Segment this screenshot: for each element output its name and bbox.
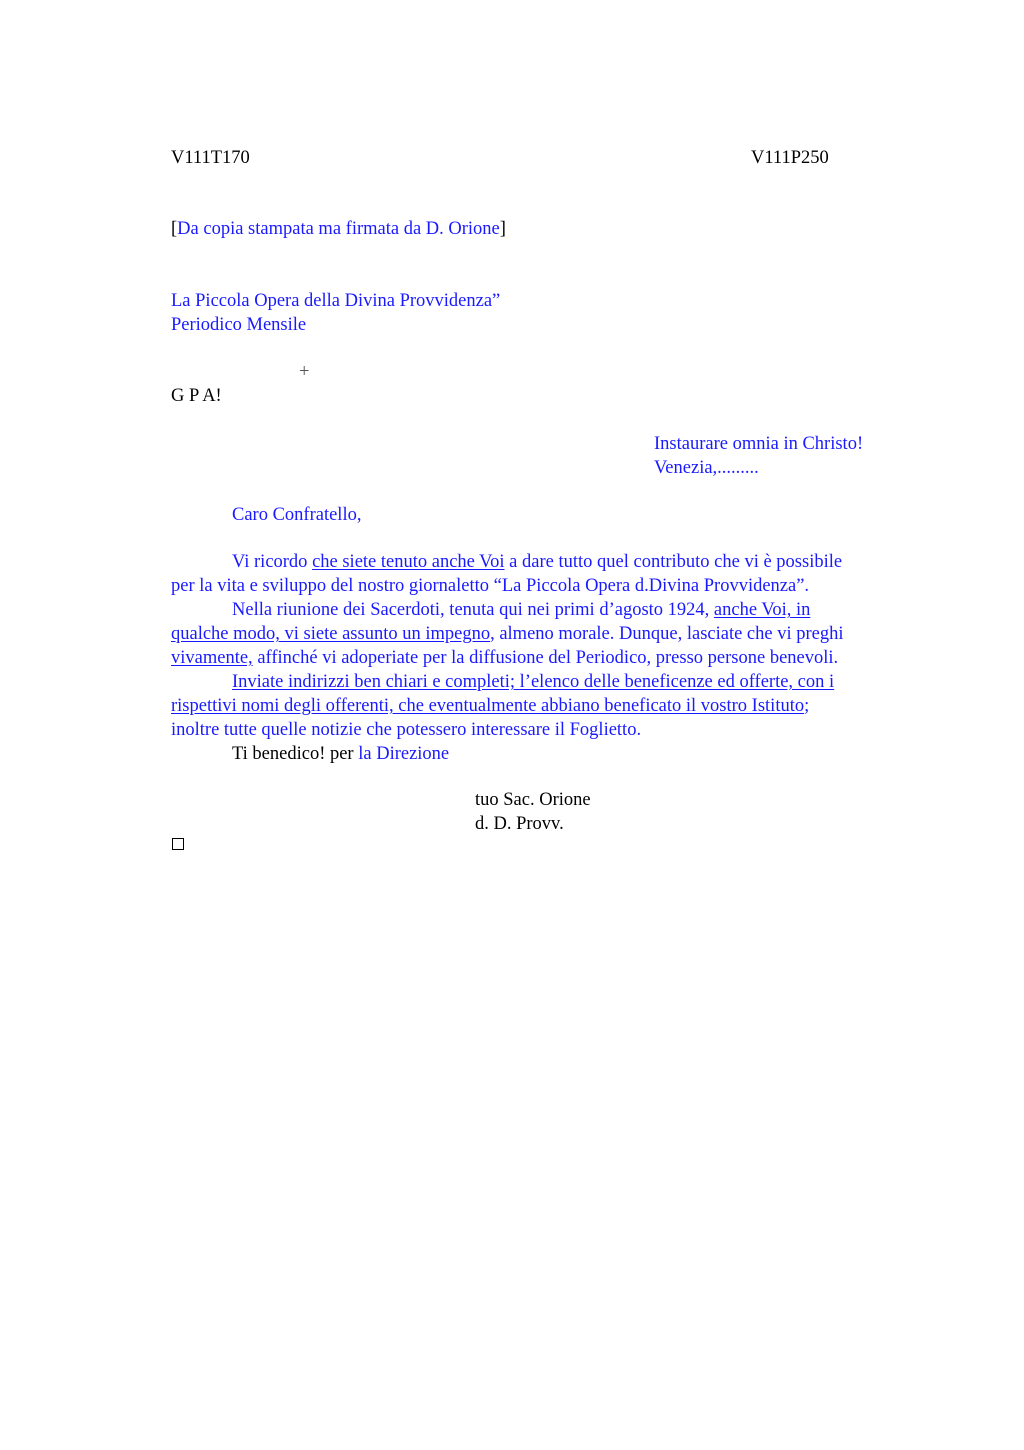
body-line — [171, 550, 931, 574]
motto: Instaurare omnia in Christo! — [654, 434, 864, 454]
body-text: Vi ricordo — [232, 552, 313, 572]
masthead-title: La Piccola Opera della Divina Provvidenza” — [171, 291, 501, 311]
body-underlined-text: che siete tenuto anche Voi — [312, 552, 505, 572]
body-text: ; — [804, 696, 810, 716]
signature-line-2: d. D. Provv. — [475, 814, 564, 834]
body-text: , almeno morale. Dunque, lasciate che vi preghi — [490, 624, 844, 644]
source-note-text: Da copia stampata ma firmata da D. Orione — [177, 219, 500, 239]
body-line — [171, 646, 931, 670]
body-text: inoltre tutte quelle notizie che potessero interessare il Foglietto. — [171, 720, 642, 740]
source-note-close-bracket: ] — [499, 219, 506, 239]
body-underlined-text: anche Voi, in — [713, 600, 811, 620]
square-glyph-icon — [172, 838, 184, 850]
body-line — [171, 622, 931, 646]
body-line — [171, 694, 931, 718]
body-text: per la vita e sviluppo del nostro giornaletto “La Piccola Opera d.Divina Provvidenza”. — [171, 576, 810, 596]
cross-symbol: + — [299, 362, 310, 382]
closing-line — [171, 742, 931, 766]
header-right-code: V111P250 — [751, 148, 829, 168]
header-left-code: V111T170 — [171, 148, 250, 168]
body-line — [171, 574, 931, 598]
letter-body — [171, 550, 931, 766]
body-line — [171, 598, 931, 622]
signature-line-1: tuo Sac. Orione — [475, 790, 591, 810]
gpa-heading: G P A! — [171, 386, 222, 406]
body-underlined-text: vivamente, — [171, 648, 253, 668]
body-underlined-text: Inviate indirizzi ben chiari e completi; l’elenco delle beneficenze ed offerte, con i — [232, 672, 835, 692]
place-date: Venezia,......... — [654, 458, 759, 478]
source-note — [171, 217, 506, 241]
body-text: a dare tutto quel contributo che vi è possibile — [504, 552, 843, 572]
body-line — [171, 718, 931, 742]
closing-direction: la Direzione — [358, 744, 450, 764]
closing-text: Ti benedico! per — [232, 744, 359, 764]
masthead-subtitle: Periodico Mensile — [171, 315, 307, 335]
body-text: Nella riunione dei Sacerdoti, tenuta qui nei primi d’agosto 1924, — [232, 600, 714, 620]
salutation: Caro Confratello, — [232, 505, 362, 525]
body-line — [171, 670, 931, 694]
source-note-open-bracket: [ — [171, 219, 178, 239]
body-text: affinché vi adoperiate per la diffusione del Periodico, presso persone benevoli. — [252, 648, 839, 668]
body-underlined-text: rispettivi nomi degli offerenti, che eventualmente abbiano beneficato il vostro Istituto — [171, 696, 805, 716]
body-underlined-text: qualche modo, vi siete assunto un impegno — [171, 624, 491, 644]
